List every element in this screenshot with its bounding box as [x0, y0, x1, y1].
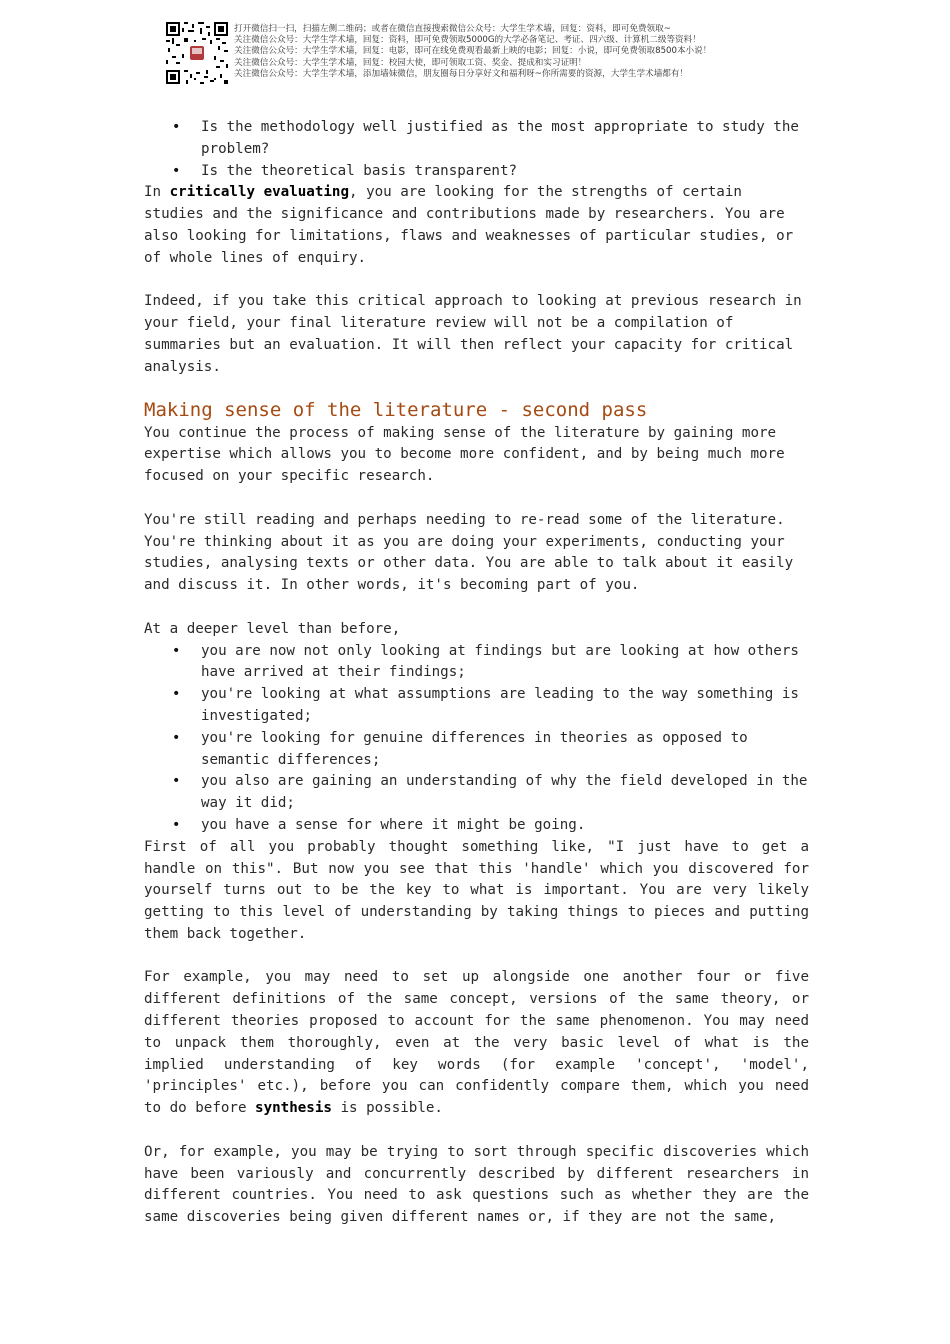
- text-run: In: [144, 184, 170, 201]
- text-run: , you are looking for the strengths of certain studies and the significance and contributions made by researchers. You are also looking for limitations, flaws and weaknesses of particular studies, or of whole lines of enquiry.: [144, 184, 794, 266]
- promo-line: 关注微信公众号：大学生学术墙，回复：校园大使，即可领取工资、奖金、提成和实习证明！: [234, 57, 587, 68]
- paragraph-deeper-level: At a deeper level than before,: [144, 620, 401, 637]
- list-item: • you are now not only looking at findings but are looking at how others have arrived at their findings;: [144, 641, 809, 685]
- text-run: For example, you may need to set up alongside one another four or five different definitions of the same concept, versions of the same theory, or different theories proposed to account for the same phenomenon. You may need to unpack them thoroughly, even at the very basic level of what is the implied understanding of key words (for example 'concept', 'model', 'principles' etc.), before you can confidently compare them, which you need to do before: [144, 969, 809, 1117]
- paragraph-second-pass-intro: You continue the process of making sense of the literature by gaining more expertise which allows you to become more confident, and by being much more focused on your specific research.: [144, 424, 785, 485]
- paragraph-handle: First of all you probably thought something like, "I just have to get a handle on this". But now you see that this 'handle' which you discovered for yourself turns out to be the key to what is important. You are very likely getting to this level of understanding by taking things to pieces and putting them back together.: [144, 838, 809, 942]
- list-item: • you have a sense for where it might be going.: [144, 815, 809, 837]
- promo-line: 打开微信扫一扫，扫描左侧二维码；或者在微信直接搜索微信公众号：大学生学术墙，回复：资料，即可免费领取~: [234, 24, 671, 34]
- paragraph-critical-approach: Indeed, if you take this critical approach to looking at previous research in your field, your final literature review will not be a compilation of summaries but an evaluation. It will then reflect your capacity for critical analysis.: [144, 293, 802, 375]
- term-critically-evaluating: critically evaluating: [169, 184, 349, 201]
- paragraph-critical-evaluation: [144, 182, 809, 269]
- list-item: • you also are gaining an understanding of why the field developed in the way it did;: [144, 771, 809, 815]
- list-item: • Is the methodology well justified as the most appropriate to study the problem?: [144, 117, 809, 161]
- question-list: [144, 117, 809, 182]
- section-heading: Making sense of the literature - second pass: [144, 398, 648, 421]
- promo-line: 关注微信公众号：大学生学术墙，添加墙妹微信，朋友圈每日分享好文和福利呀~你所需要的资源，大学生学术墙都有！: [234, 68, 689, 79]
- deeper-level-list: [144, 641, 809, 837]
- paragraph-discoveries-example: Or, for example, you may be trying to sort through specific discoveries which have been variously and concurrently described by different researchers in different countries. You need to ask questions such as whether they are the same discoveries being given different names or, if they are not the same,: [144, 1143, 809, 1226]
- list-item: • Is the theoretical basis transparent?: [144, 161, 809, 183]
- list-item: • you're looking at what assumptions are leading to the way something is investigated;: [144, 684, 809, 728]
- promo-line: 关注微信公众号：大学生学术墙，回复：资料，即可免费领取5000G的大学必备笔记、考证、四六级、计算机二级等资料！: [234, 35, 701, 46]
- promo-line: 关注微信公众号：大学生学术墙，回复：电影，即可在线免费观看最新上映的电影；回复：小说，即可免费领取8500本小说！: [234, 46, 712, 57]
- document-body: [144, 117, 809, 1229]
- paragraph-still-reading: You're still reading and perhaps needing to re-read some of the literature. You're thinking about it as you are doing your experiments, conducting your studies, analysing texts or other data. You are able to talk about it easily and discuss it. In other words, it's becoming part of you.: [144, 511, 794, 594]
- term-synthesis: synthesis: [255, 1100, 332, 1117]
- qr-code-icon[interactable]: [166, 22, 228, 84]
- text-run: is possible.: [331, 1100, 443, 1117]
- list-item: • you're looking for genuine differences in theories as opposed to semantic differences;: [144, 728, 809, 772]
- promo-text-block: [234, 24, 794, 80]
- paragraph-definitions-example: [144, 967, 809, 1120]
